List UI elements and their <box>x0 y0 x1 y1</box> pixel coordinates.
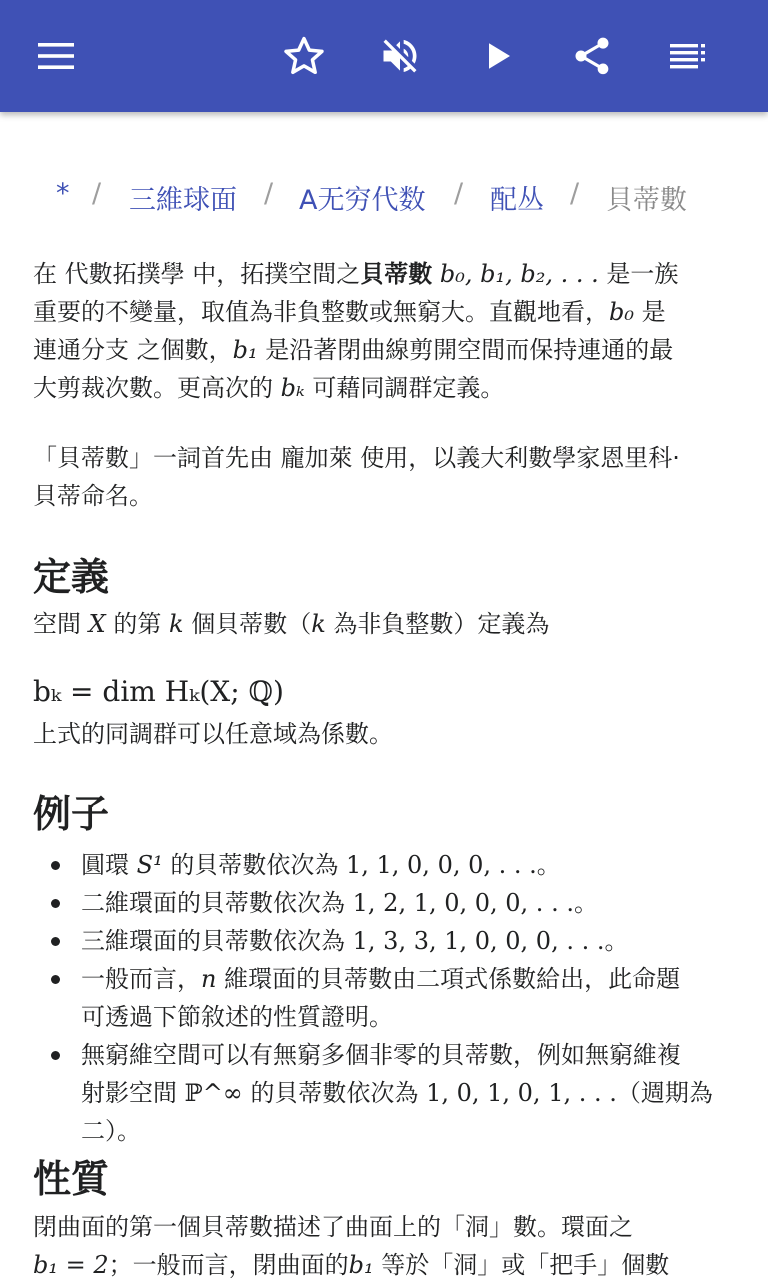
app-bar <box>0 0 768 112</box>
list-item: 三維環面的貝蒂數依次為 1, 3, 3, 1, 0, 0, 0, . . .。 <box>0 922 741 960</box>
bullet <box>51 937 60 946</box>
breadcrumb-link-bundle[interactable]: 配丛 <box>490 185 544 216</box>
examples-list <box>0 846 768 1150</box>
section-heading-definition: 定義 <box>33 555 110 599</box>
playlist-icon <box>668 36 708 76</box>
term-betti-number: 貝蒂數 <box>360 260 433 288</box>
bullet <box>51 899 60 908</box>
bullet <box>51 975 60 984</box>
volume-off-icon <box>378 34 422 78</box>
math-bk: bₖ <box>280 374 305 402</box>
math-b0: b₀ <box>609 298 634 326</box>
properties-text: 閉曲面的第一個貝蒂數描述了曲面上的「洞」數。環面之 b₁ = 2；一般而言，閉曲面的b₁ 等於「洞」或「把手」個數 <box>33 1213 670 1279</box>
bookmark-button[interactable] <box>276 28 332 84</box>
breadcrumb-separator: / <box>570 178 580 209</box>
breadcrumb-separator: / <box>92 178 102 209</box>
definition-formula: bₖ = dim Hₖ(X; ℚ) <box>33 675 284 708</box>
share-button[interactable] <box>564 28 620 84</box>
mute-button[interactable] <box>372 28 428 84</box>
breadcrumb-current: 貝蒂數 <box>606 185 687 216</box>
breadcrumb-separator: / <box>454 178 464 209</box>
list-item: 無窮維空間可以有無窮多個非零的貝蒂數，例如無窮維複 射影空間 ℙ^∞ 的貝蒂數依次為 1, 0, 1, 0, 1, . . .（週期為 二）。 <box>0 1036 741 1150</box>
section-heading-examples: 例子 <box>33 792 110 836</box>
math-b1: b₁ <box>232 336 258 364</box>
star-icon <box>282 34 326 78</box>
breadcrumb <box>0 178 768 218</box>
math-b-sequence: b₀, b₁, b₂, . . . <box>439 260 599 288</box>
bullet <box>51 861 60 870</box>
definition-note: 上式的同調群可以任意域為係數。 <box>33 720 393 748</box>
section-heading-properties: 性質 <box>33 1157 110 1201</box>
contents-button[interactable] <box>660 28 716 84</box>
breadcrumb-home-link[interactable]: * <box>56 178 70 209</box>
share-icon <box>570 34 614 78</box>
article-content <box>0 112 768 1280</box>
list-item: 二維環面的貝蒂數依次為 1, 2, 1, 0, 0, 0, . . .。 <box>0 884 741 922</box>
definition-text: 空間 X 的第 k 個貝蒂數（k 為非負整數）定義為 <box>33 610 550 638</box>
naming-paragraph: 「貝蒂數」一詞首先由 龐加萊 使用，以義大利數學家恩里科· 貝蒂命名。 <box>33 444 680 510</box>
intro-paragraph: 在 代數拓撲學 中，拓撲空間之貝蒂數 b₀, b₁, b₂, . . . 是一族 重要的不變量，取值為非負整數或無窮大。直觀地看，b₀ 是 連通分支 之個數，b₁ 是沿著閉曲線剪開空間而保持連通的最 大剪裁次數。更高次的 bₖ 可藉同調群定義。 <box>33 260 679 402</box>
breadcrumb-separator: / <box>264 178 274 209</box>
menu-button[interactable] <box>28 28 84 84</box>
bullet <box>51 1051 60 1060</box>
list-item: 一般而言，n 維環面的貝蒂數由二項式係數給出，此命題 可透過下節敘述的性質證明。 <box>0 960 741 1036</box>
breadcrumb-link-3-sphere[interactable]: 三維球面 <box>129 185 237 216</box>
menu-icon <box>36 36 76 76</box>
play-icon <box>480 38 516 74</box>
list-item: 圓環 S¹ 的貝蒂數依次為 1, 1, 0, 0, 0, . . .。 <box>0 846 741 884</box>
breadcrumb-link-a-infinity[interactable]: A无穷代数 <box>299 185 426 216</box>
play-button[interactable] <box>470 28 526 84</box>
